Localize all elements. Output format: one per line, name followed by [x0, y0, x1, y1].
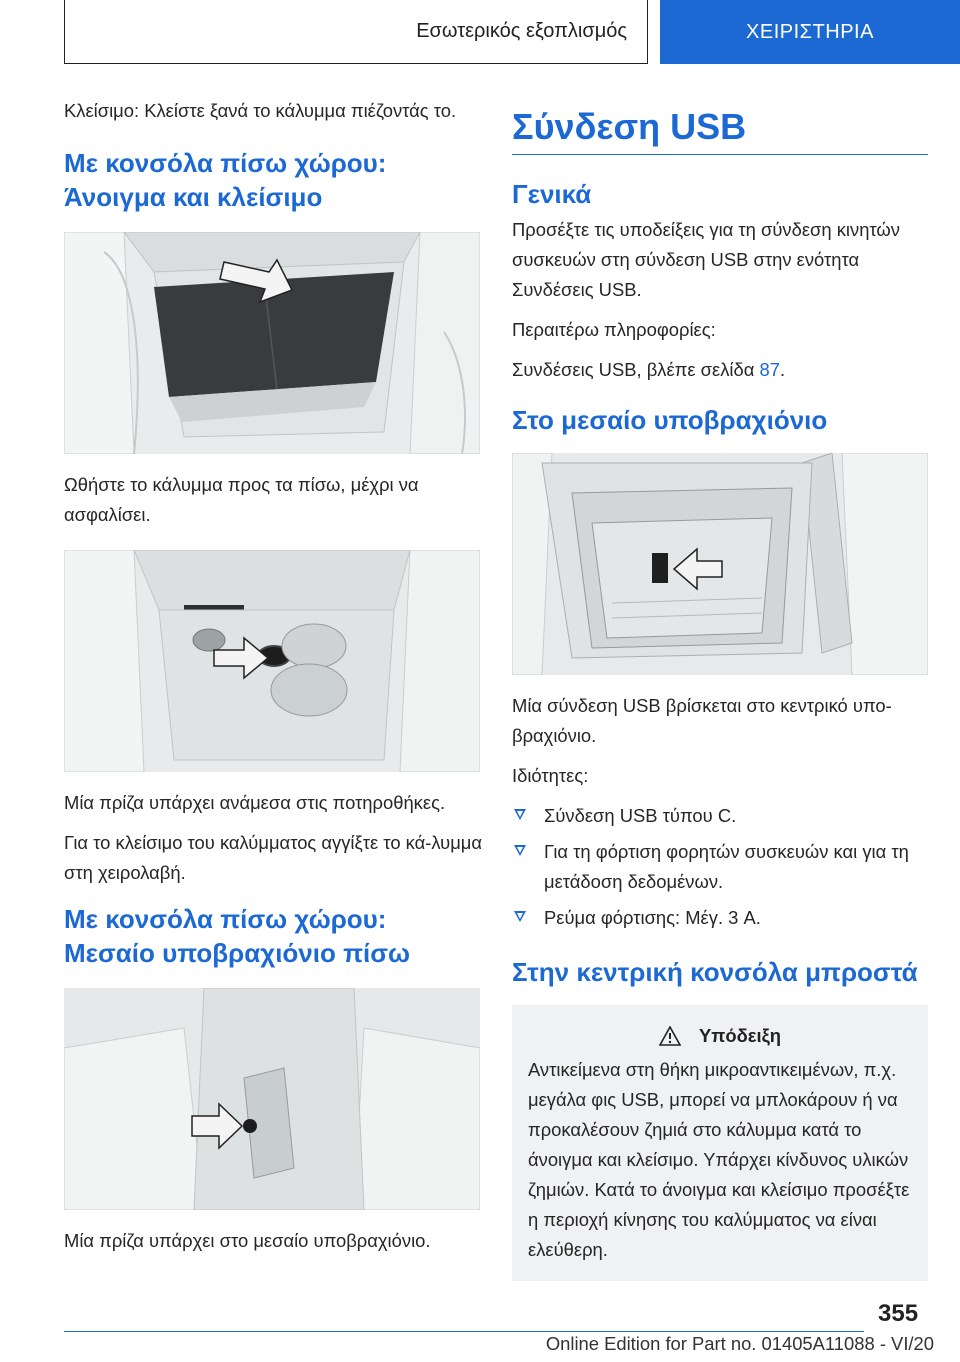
page-number: 355: [878, 1300, 919, 1327]
bullet-triangle-icon: [514, 809, 526, 820]
properties-list: [512, 801, 928, 933]
bullet-triangle-icon: [514, 911, 526, 922]
list-item-text: Σύνδεση USB τύπου C.: [544, 805, 737, 826]
close-text: Κλείσιμο: Κλείστε ξανά το κάλυμμα πιέζοντάς το.: [64, 100, 457, 121]
header-section: [64, 0, 648, 64]
header-chapter-title: ΧΕΙΡΙΣΤΗΡΙΑ: [746, 20, 874, 43]
usb-location-text: Μία σύνδεση USB βρίσκεται στο κεντρικό υπο-βραχιόνιο.: [512, 695, 892, 746]
heading-rear-console-armrest: Με κονσόλα πίσω χώρου: Μεσαίο υποβραχιόνιο πίσω: [64, 904, 410, 968]
list-item-text: Ρεύμα φόρτισης: Μέγ. 3 A.: [544, 907, 761, 928]
usb-reference: [512, 355, 928, 385]
push-cover-text: Ωθήστε το κάλυμμα προς τα πίσω, μέχρι να ασφαλίσει.: [64, 474, 419, 525]
list-item: [512, 801, 928, 831]
list-item: [512, 837, 928, 897]
touch-handle-text: Για το κλείσιμο του καλύμματος αγγίξτε το κά-λυμμα στη χειρολαβή.: [64, 832, 483, 883]
note-title: Υπόδειξη: [699, 1025, 781, 1046]
footer-divider: [64, 1331, 864, 1332]
figure-cover-push: [64, 232, 480, 454]
heading-usb: Σύνδεση USB: [512, 104, 928, 155]
list-item: [512, 903, 928, 933]
general-text: Προσέξτε τις υποδείξεις για τη σύνδεση κινητών συσκευών στη σύνδεση USB στην ενότητα Συνδέσεις USB.: [512, 219, 900, 300]
usb-reference-end: .: [779, 359, 786, 380]
figure-usb-armrest: [512, 453, 928, 675]
note-text: Αντικείμενα στη θήκη μικροαντικειμένων, π.χ. μεγάλα φις USB, μπορεί να μπλοκάρουν ή να προκαλέσουν ζημιά στο κάλυμμα κατά το άνοιγμα και κλείσιμο. Υπάρχει κίνδυνος υλικών ζημιών. Κατά το άνοιγμα και κλείσιμο προσέξτε η περιοχή κίνησης του καλύμματος να είναι ελεύθερη.: [528, 1059, 910, 1260]
socket-armrest-text: Μία πρίζα υπάρχει στο μεσαίο υποβραχιόνιο.: [64, 1230, 431, 1251]
more-info-text: Περαιτέρω πληροφορίες:: [512, 319, 716, 340]
list-item-text: Για τη φόρτιση φορητών συσκευών και για τη μετάδοση δεδομένων.: [544, 841, 909, 892]
warning-icon: [659, 1026, 681, 1046]
heading-front-console: Στην κεντρική κονσόλα μπροστά: [512, 957, 918, 987]
heading-armrest: Στο μεσαίο υποβραχιόνιο: [512, 405, 828, 435]
left-column: [64, 96, 484, 1266]
figure-armrest-socket: [64, 988, 480, 1210]
right-column: [512, 104, 928, 1281]
usb-reference-text: Συνδέσεις USB, βλέπε σελίδα: [512, 359, 760, 380]
heading-general: Γενικά: [512, 179, 592, 209]
warning-note: [512, 1005, 928, 1281]
header-chapter[interactable]: [660, 0, 960, 64]
bullet-triangle-icon: [514, 845, 526, 856]
properties-label: Ιδιότητες:: [512, 765, 589, 786]
footer-edition: Online Edition for Part no. 01405A11088 - VI/20: [545, 1333, 934, 1354]
heading-rear-console-open-close: Με κονσόλα πίσω χώρου: Άνοιγμα και κλείσιμο: [64, 148, 387, 212]
figure-socket-cupholders: [64, 550, 480, 772]
socket-cupholders-text: Μία πρίζα υπάρχει ανάμεσα στις ποτηροθήκες.: [64, 792, 446, 813]
note-header: [528, 1025, 912, 1047]
header-section-title: Εσωτερικός εξοπλισμός: [416, 20, 627, 42]
page-link[interactable]: 87: [759, 359, 780, 380]
